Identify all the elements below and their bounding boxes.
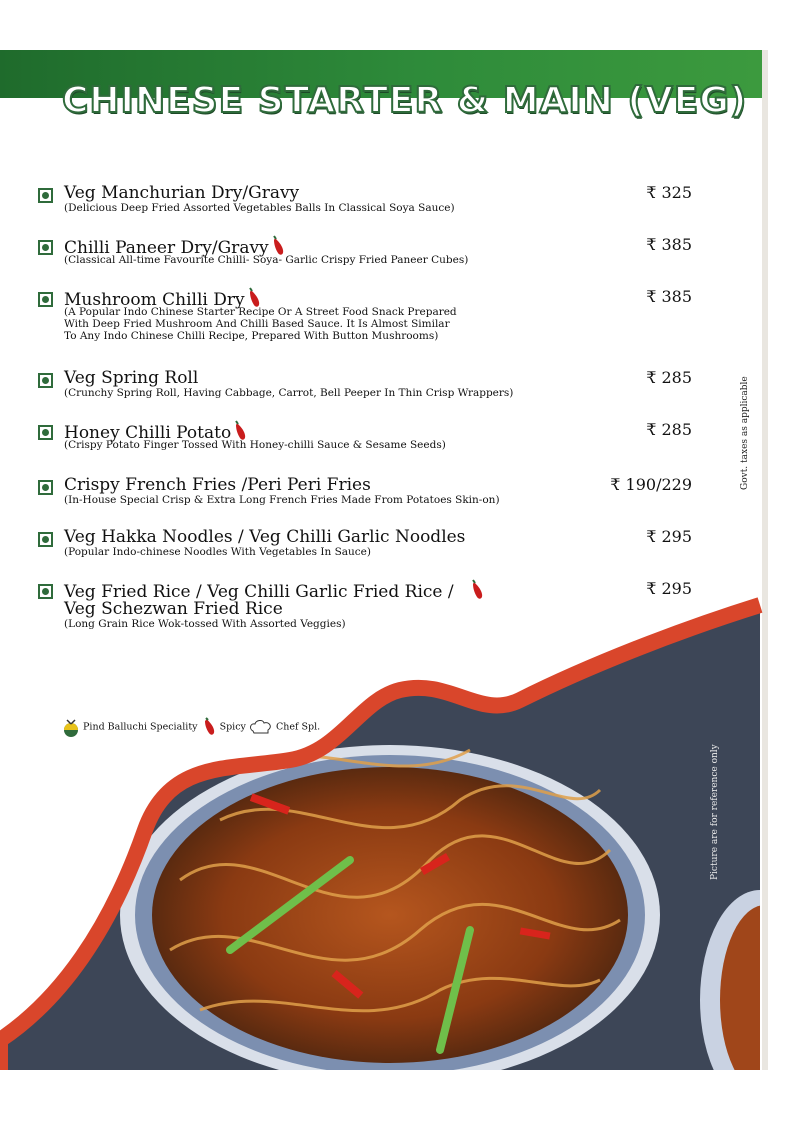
veg-icon <box>38 292 53 307</box>
chili-icon <box>470 579 484 601</box>
item-name: Mushroom Chilli Dry <box>64 287 261 310</box>
item-description: (Delicious Deep Fried Assorted Vegetables Balls In Classical Soya Sauce) <box>64 202 455 214</box>
item-price: ₹ 325 <box>646 183 692 202</box>
veg-icon <box>38 480 53 495</box>
picture-note: Picture are for reference only <box>710 744 720 880</box>
item-name: Chilli Paneer Dry/Gravy <box>64 235 285 258</box>
item-price: ₹ 385 <box>646 235 692 254</box>
item-description: (Popular Indo-chinese Noodles With Vegetables In Sauce) <box>64 546 371 558</box>
veg-icon <box>38 425 53 440</box>
item-description: (Crunchy Spring Roll, Having Cabbage, Carrot, Bell Peeper In Thin Crisp Wrappers) <box>64 387 514 399</box>
item-description: (In-House Special Crisp & Extra Long French Fries Made From Potatoes Skin-on) <box>64 494 500 506</box>
legend-spicy: Spicy <box>219 721 246 733</box>
veg-icon <box>38 240 53 255</box>
spicy-icon <box>201 717 217 737</box>
item-name: Veg Manchurian Dry/Gravy <box>64 183 300 203</box>
item-price: ₹ 385 <box>646 287 692 306</box>
item-name: Veg Fried Rice / Veg Chilli Garlic Fried Rice / <box>64 579 484 602</box>
item-name-line2: Veg Schezwan Fried Rice <box>64 599 283 619</box>
veg-icon <box>38 373 53 388</box>
legend <box>62 716 320 738</box>
item-description: To Any Indo Chinese Chilli Recipe, Prepared With Button Mushrooms) <box>64 330 439 342</box>
item-price: ₹ 285 <box>646 368 692 387</box>
item-price: ₹ 295 <box>646 527 692 546</box>
item-name: Crispy French Fries /Peri Peri Fries <box>64 475 371 495</box>
item-description: (Crispy Potato Finger Tossed With Honey-chilli Sauce & Sesame Seeds) <box>64 439 446 451</box>
chef-hat-icon <box>249 719 273 735</box>
item-description: (Long Grain Rice Wok-tossed With Assorted Veggies) <box>64 618 346 630</box>
item-description: With Deep Fried Mushroom And Chilli Based Sauce. It Is Almost Similar <box>64 318 450 330</box>
item-name: Veg Hakka Noodles / Veg Chilli Garlic Noodles <box>64 527 466 547</box>
item-price: ₹ 295 <box>646 579 692 598</box>
item-price: ₹ 190/229 <box>610 475 692 494</box>
legend-speciality: Pind Balluchi Speciality <box>83 721 198 733</box>
page-title: CHINESE STARTER & MAIN (VEG) <box>62 80 748 121</box>
tax-note: Govt. taxes as applicable <box>740 376 750 490</box>
item-name: Honey Chilli Potato <box>64 420 247 443</box>
item-description: (A Popular Indo Chinese Starter Recipe Or A Street Food Snack Prepared <box>64 306 457 318</box>
veg-icon <box>38 188 53 203</box>
veg-icon <box>38 532 53 547</box>
item-price: ₹ 285 <box>646 420 692 439</box>
veg-icon <box>38 584 53 599</box>
speciality-icon <box>62 716 80 738</box>
legend-chef: Chef Spl. <box>275 721 321 733</box>
item-description: (Classical All-time Favourite Chilli- Soya- Garlic Crispy Fried Paneer Cubes) <box>64 254 469 266</box>
item-name: Veg Spring Roll <box>64 368 199 388</box>
